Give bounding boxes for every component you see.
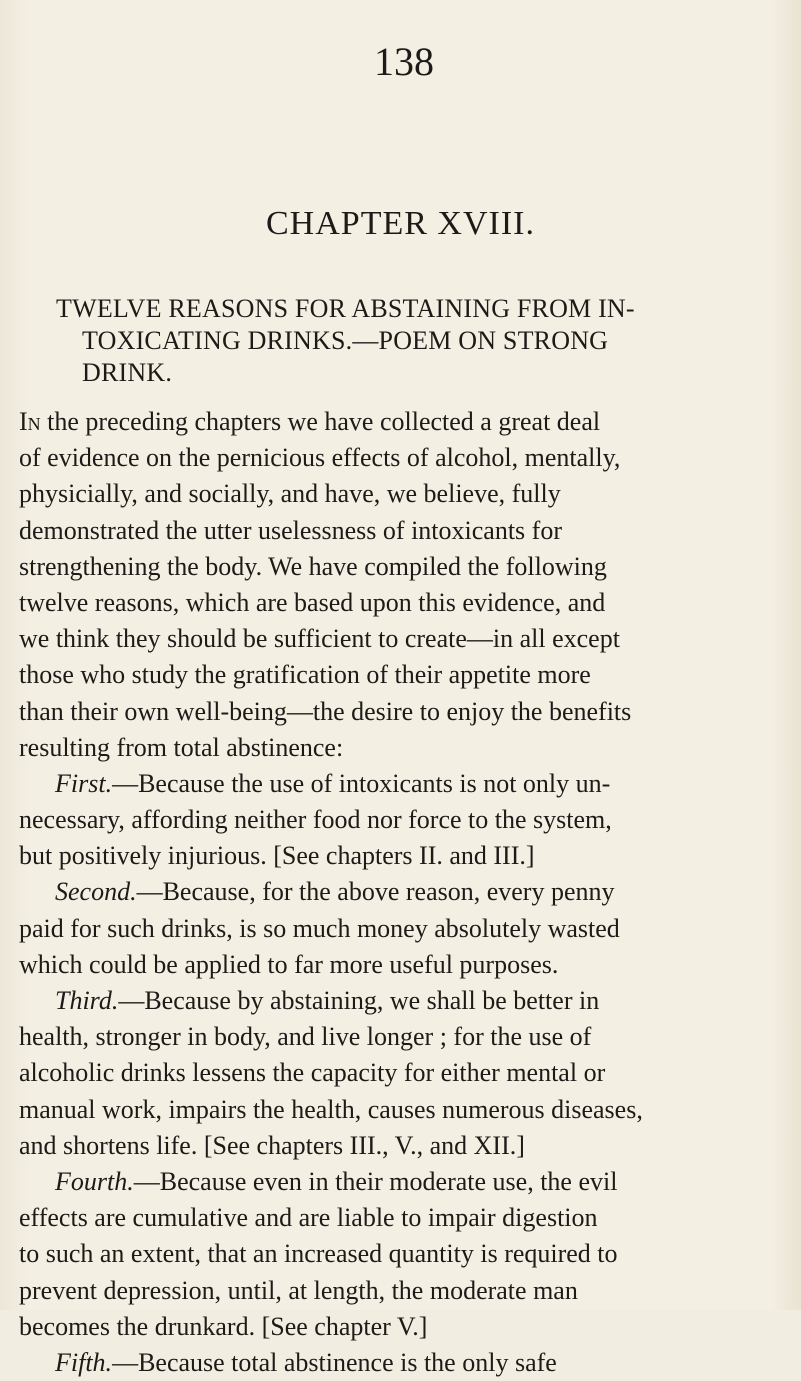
drop-word: In (19, 407, 41, 436)
reason-first-line (19, 1345, 769, 1381)
reason-label: First. (55, 768, 113, 798)
paragraph-line: manual work, impairs the health, causes numerous diseases, (19, 1094, 643, 1124)
paragraph-line: resulting from total abstinence: (19, 732, 344, 762)
paragraph-line (19, 404, 769, 440)
paragraph-line: which could be applied to far more useful purposes. (19, 949, 559, 979)
paragraph-line: prevent depression, until, at length, the moderate man (19, 1275, 578, 1305)
paragraph-line: but positively injurious. [See chapters II. and III.] (19, 841, 535, 871)
line-text: —Because by abstaining, we shall be better in (118, 986, 600, 1015)
paragraph-line: health, stronger in body, and live longer ; for the use of (19, 1022, 592, 1052)
reason-label: Fourth. (55, 1166, 134, 1196)
page-number: 138 (374, 39, 434, 84)
paragraph-line: strengthening the body. We have compiled the following (19, 551, 607, 581)
chapter-heading: CHAPTER XVIII. (266, 205, 535, 242)
reason-first-line (19, 983, 769, 1019)
reason-label: Second. (55, 877, 137, 907)
line-text: —Because the use of intoxicants is not only un- (112, 768, 611, 798)
body-text (19, 404, 769, 1381)
paragraph-line: alcoholic drinks lessens the capacity for either mental or (19, 1058, 606, 1088)
paragraph-line: than their own well-being—the desire to enjoy the benefits (19, 696, 632, 726)
subtitle-line: DRINK. (82, 358, 173, 387)
paragraph-line: effects are cumulative and are liable to impair digestion (19, 1203, 598, 1233)
reason-label: Third. (55, 986, 119, 1015)
line-text: —Because, for the above reason, every penny (136, 877, 615, 907)
subtitle-line: TWELVE REASONS FOR ABSTAINING FROM IN- (56, 294, 635, 323)
paragraph-line: and shortens life. [See chapters III., V., and XII.] (19, 1130, 525, 1160)
paragraph-line: of evidence on the pernicious effects of alcohol, mentally, (19, 443, 621, 473)
paragraph-line: paid for such drinks, is so much money absolutely wasted (19, 913, 620, 943)
reason-first-line (19, 874, 769, 910)
paragraph-line: necessary, affording neither food nor force to the system, (19, 805, 612, 835)
paragraph-line: demonstrated the utter uselessness of intoxicants for (19, 515, 562, 545)
paragraph-line: twelve reasons, which are based upon this evidence, and (19, 587, 606, 617)
paragraph-line: physicially, and socially, and have, we believe, fully (19, 479, 561, 509)
subtitle-line: TOXICATING DRINKS.—POEM ON STRONG (82, 326, 609, 355)
reason-label: Fifth. (55, 1347, 113, 1377)
reason-first-line (19, 1164, 769, 1200)
line-text: —Because total abstinence is the only safe (112, 1347, 557, 1377)
paragraph-line: to such an extent, that an increased quantity is required to (19, 1239, 618, 1269)
chapter-subtitle (56, 293, 772, 389)
line-text: the preceding chapters we have collected a great deal (40, 407, 601, 436)
paragraph-line: those who study the gratification of their appetite more (19, 660, 591, 690)
paragraph-line: becomes the drunkard. [See chapter V.] (19, 1311, 428, 1341)
line-text: —Because even in their moderate use, the evil (133, 1166, 618, 1196)
reason-first-line (19, 766, 769, 802)
paragraph-line: we think they should be sufficient to create—in all except (19, 624, 620, 654)
